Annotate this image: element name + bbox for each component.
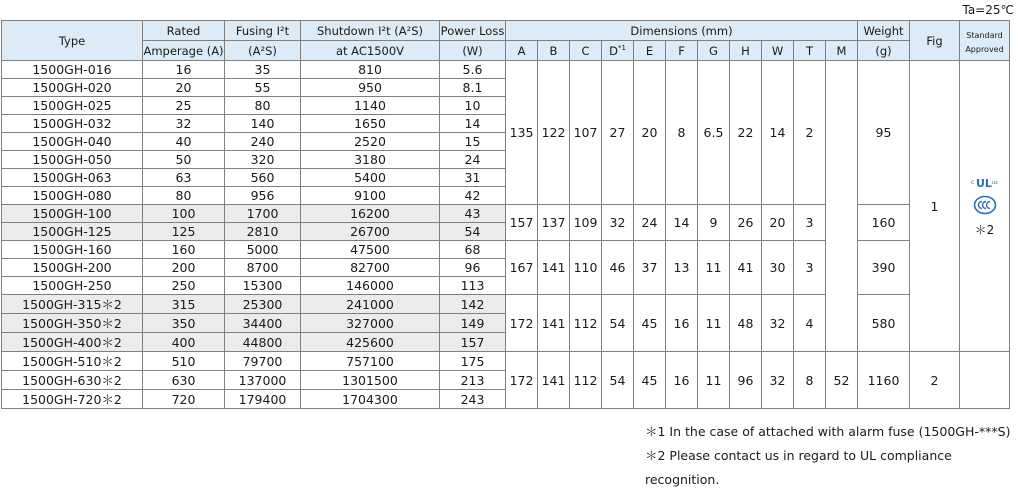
dim-e-cell: 24 (634, 205, 666, 241)
dim-g-cell: 11 (698, 241, 730, 295)
dim-g-cell: 11 (698, 352, 730, 409)
fusing-i2t-cell: 140 (225, 115, 301, 133)
weight-cell: 160 (858, 205, 910, 241)
type-cell: 1500GH-080 (2, 187, 143, 205)
rated-amperage-cell: 315 (143, 295, 225, 314)
type-cell: 1500GH-200 (2, 259, 143, 277)
dim-h-cell: 22 (730, 61, 762, 205)
dim-b-cell: 122 (538, 61, 570, 205)
rated-amperage-cell: 350 (143, 314, 225, 333)
header-weight-unit: (g) (858, 41, 910, 61)
dim-a-cell: 157 (506, 205, 538, 241)
power-loss-cell: 96 (440, 259, 506, 277)
dim-f-cell: 16 (666, 352, 698, 409)
dim-m-cell: 52 (826, 352, 858, 409)
shutdown-i2t-cell: 1650 (301, 115, 440, 133)
dim-d-cell: 54 (602, 352, 634, 409)
ambient-temperature-label: Ta=25℃ (962, 3, 1014, 17)
rated-amperage-cell: 80 (143, 187, 225, 205)
dim-h-cell: 48 (730, 295, 762, 352)
rated-amperage-cell: 720 (143, 390, 225, 409)
dim-h-cell: 26 (730, 205, 762, 241)
type-cell: 1500GH-063 (2, 169, 143, 187)
fusing-i2t-cell: 956 (225, 187, 301, 205)
dim-f-cell: 14 (666, 205, 698, 241)
power-loss-cell: 54 (440, 223, 506, 241)
shutdown-i2t-cell: 425600 (301, 333, 440, 352)
table-row (2, 352, 1010, 371)
dim-w-cell: 20 (762, 205, 794, 241)
power-loss-cell: 243 (440, 390, 506, 409)
type-cell: 1500GH-025 (2, 97, 143, 115)
shutdown-i2t-cell: 2520 (301, 133, 440, 151)
rated-amperage-cell: 400 (143, 333, 225, 352)
shutdown-i2t-cell: 1301500 (301, 371, 440, 390)
header-dim-w: W (762, 41, 794, 61)
weight-cell: 580 (858, 295, 910, 352)
header-dim-a: A (506, 41, 538, 61)
dim-d-cell: 54 (602, 295, 634, 352)
weight-cell: 1160 (858, 352, 910, 409)
fusing-i2t-cell: 5000 (225, 241, 301, 259)
header-dim-f: F (666, 41, 698, 61)
power-loss-cell: 31 (440, 169, 506, 187)
shutdown-i2t-cell: 9100 (301, 187, 440, 205)
dim-b-cell: 141 (538, 295, 570, 352)
rated-amperage-cell: 32 (143, 115, 225, 133)
power-loss-cell: 10 (440, 97, 506, 115)
dim-d-cell: 27 (602, 61, 634, 205)
fusing-i2t-cell: 320 (225, 151, 301, 169)
dim-t-cell: 3 (794, 241, 826, 295)
header-dim-g: G (698, 41, 730, 61)
fusing-i2t-cell: 35 (225, 61, 301, 79)
power-loss-cell: 43 (440, 205, 506, 223)
dim-t-cell: 4 (794, 295, 826, 352)
dim-e-cell: 37 (634, 241, 666, 295)
dim-w-cell: 32 (762, 295, 794, 352)
dim-g-cell: 9 (698, 205, 730, 241)
header-fusing: Fusing I²t (225, 21, 301, 41)
fuse-specification-table (1, 20, 1010, 409)
fig-cell: 1 (910, 61, 960, 352)
dim-h-cell: 96 (730, 352, 762, 409)
shutdown-i2t-cell: 146000 (301, 277, 440, 295)
header-dim-h: H (730, 41, 762, 61)
header-rated-unit: Amperage (A) (143, 41, 225, 61)
fusing-i2t-cell: 560 (225, 169, 301, 187)
shutdown-i2t-cell: 950 (301, 79, 440, 97)
header-fusing-unit: (A²S) (225, 41, 301, 61)
dim-g-cell: 6.5 (698, 61, 730, 205)
rated-amperage-cell: 25 (143, 97, 225, 115)
dim-c-cell: 112 (570, 295, 602, 352)
header-dim-t: T (794, 41, 826, 61)
fusing-i2t-cell: 55 (225, 79, 301, 97)
type-cell: 1500GH-020 (2, 79, 143, 97)
shutdown-i2t-cell: 47500 (301, 241, 440, 259)
shutdown-i2t-cell: 1140 (301, 97, 440, 115)
type-cell: 1500GH-400＊2 (2, 333, 143, 352)
shutdown-i2t-cell: 1704300 (301, 390, 440, 409)
rated-amperage-cell: 50 (143, 151, 225, 169)
shutdown-i2t-cell: 82700 (301, 259, 440, 277)
type-cell: 1500GH-315＊2 (2, 295, 143, 314)
type-cell: 1500GH-032 (2, 115, 143, 133)
header-rated: Rated (143, 21, 225, 41)
power-loss-cell: 24 (440, 151, 506, 169)
dim-e-cell: 45 (634, 352, 666, 409)
dim-a-cell: 172 (506, 295, 538, 352)
fig-cell: 2 (910, 352, 960, 409)
fusing-i2t-cell: 137000 (225, 371, 301, 390)
footnote-2: ＊2 Please contact us in regard to UL compliance recognition. (645, 448, 952, 487)
header-power-loss-unit: (W) (440, 41, 506, 61)
shutdown-i2t-cell: 241000 (301, 295, 440, 314)
fusing-i2t-cell: 179400 (225, 390, 301, 409)
dim-e-cell: 45 (634, 295, 666, 352)
power-loss-cell: 157 (440, 333, 506, 352)
dim-w-cell: 32 (762, 352, 794, 409)
type-cell: 1500GH-125 (2, 223, 143, 241)
type-cell: 1500GH-040 (2, 133, 143, 151)
dim-e-cell: 20 (634, 61, 666, 205)
rated-amperage-cell: 160 (143, 241, 225, 259)
dim-t-cell: 8 (794, 352, 826, 409)
table-row (2, 61, 1010, 79)
header-weight: Weight (858, 21, 910, 41)
header-dim-e: E (634, 41, 666, 61)
table-row (2, 295, 1010, 314)
dim-c-cell: 109 (570, 205, 602, 241)
header-shutdown-condition: at AC1500V (301, 41, 440, 61)
rated-amperage-cell: 40 (143, 133, 225, 151)
type-cell: 1500GH-100 (2, 205, 143, 223)
rated-amperage-cell: 16 (143, 61, 225, 79)
dim-f-cell: 16 (666, 295, 698, 352)
header-dimensions: Dimensions (mm) (506, 21, 858, 41)
shutdown-i2t-cell: 810 (301, 61, 440, 79)
header-dim-b: B (538, 41, 570, 61)
svg-text:us: us (991, 179, 998, 186)
fusing-i2t-cell: 25300 (225, 295, 301, 314)
power-loss-cell: 149 (440, 314, 506, 333)
dim-a-cell: 135 (506, 61, 538, 205)
type-cell: 1500GH-350＊2 (2, 314, 143, 333)
ul-note-mark: ＊2 (974, 222, 995, 237)
header-dim-c: C (570, 41, 602, 61)
power-loss-cell: 42 (440, 187, 506, 205)
rated-amperage-cell: 630 (143, 371, 225, 390)
rated-amperage-cell: 125 (143, 223, 225, 241)
dim-f-cell: 13 (666, 241, 698, 295)
rated-amperage-cell: 20 (143, 79, 225, 97)
dim-d-cell: 46 (602, 241, 634, 295)
dim-a-cell: 172 (506, 352, 538, 409)
header-dim-d: $D^{*1}$ (602, 41, 634, 61)
power-loss-cell: 8.1 (440, 79, 506, 97)
power-loss-cell: 113 (440, 277, 506, 295)
rated-amperage-cell: 200 (143, 259, 225, 277)
type-cell: 1500GH-160 (2, 241, 143, 259)
dim-t-cell: 3 (794, 205, 826, 241)
power-loss-cell: 68 (440, 241, 506, 259)
type-cell: 1500GH-016 (2, 61, 143, 79)
header-type: Type (2, 21, 143, 61)
table-row (2, 241, 1010, 259)
power-loss-cell: 14 (440, 115, 506, 133)
dim-c-cell: 107 (570, 61, 602, 205)
rated-amperage-cell: 63 (143, 169, 225, 187)
power-loss-cell: 175 (440, 352, 506, 371)
footnotes (645, 420, 1018, 492)
power-loss-cell: 142 (440, 295, 506, 314)
dim-c-cell: 110 (570, 241, 602, 295)
weight-cell: 95 (858, 61, 910, 205)
power-loss-cell: 213 (440, 371, 506, 390)
dim-t-cell: 2 (794, 61, 826, 205)
dim-g-cell: 11 (698, 295, 730, 352)
table-row (2, 205, 1010, 223)
svg-text:c: c (970, 178, 974, 186)
standard-approved-cell (960, 352, 1010, 409)
weight-cell: 390 (858, 241, 910, 295)
rated-amperage-cell: 510 (143, 352, 225, 371)
shutdown-i2t-cell: 26700 (301, 223, 440, 241)
dim-c-cell: 112 (570, 352, 602, 409)
type-cell: 1500GH-250 (2, 277, 143, 295)
ccc-certification-icon (973, 195, 997, 215)
header-standard-approved: Standard Approved (960, 21, 1010, 61)
fusing-i2t-cell: 15300 (225, 277, 301, 295)
power-loss-cell: 5.6 (440, 61, 506, 79)
fusing-i2t-cell: 8700 (225, 259, 301, 277)
fusing-i2t-cell: 240 (225, 133, 301, 151)
fusing-i2t-cell: 80 (225, 97, 301, 115)
fusing-i2t-cell: 1700 (225, 205, 301, 223)
rated-amperage-cell: 250 (143, 277, 225, 295)
shutdown-i2t-cell: 16200 (301, 205, 440, 223)
dim-b-cell: 141 (538, 352, 570, 409)
type-cell: 1500GH-720＊2 (2, 390, 143, 409)
fusing-i2t-cell: 44800 (225, 333, 301, 352)
shutdown-i2t-cell: 757100 (301, 352, 440, 371)
type-cell: 1500GH-050 (2, 151, 143, 169)
dim-m-cell (826, 61, 858, 352)
standard-approved-cell (960, 61, 1010, 352)
dim-a-cell: 167 (506, 241, 538, 295)
header-fig: Fig (910, 21, 960, 61)
dim-b-cell: 137 (538, 205, 570, 241)
shutdown-i2t-cell: 3180 (301, 151, 440, 169)
shutdown-i2t-cell: 5400 (301, 169, 440, 187)
fusing-i2t-cell: 2810 (225, 223, 301, 241)
dim-w-cell: 30 (762, 241, 794, 295)
header-shutdown: Shutdown I²t (A²S) (301, 21, 440, 41)
header-dim-m: M (826, 41, 858, 61)
dim-h-cell: 41 (730, 241, 762, 295)
type-cell: 1500GH-510＊2 (2, 352, 143, 371)
type-cell: 1500GH-630＊2 (2, 371, 143, 390)
footnote-1: ＊1 In the case of attached with alarm fuse (1500GH-***S) (645, 424, 1011, 439)
dim-w-cell: 14 (762, 61, 794, 205)
power-loss-cell: 15 (440, 133, 506, 151)
header-power-loss: Power Loss (440, 21, 506, 41)
fusing-i2t-cell: 34400 (225, 314, 301, 333)
dim-f-cell: 8 (666, 61, 698, 205)
rated-amperage-cell: 100 (143, 205, 225, 223)
dim-b-cell: 141 (538, 241, 570, 295)
fusing-i2t-cell: 79700 (225, 352, 301, 371)
shutdown-i2t-cell: 327000 (301, 314, 440, 333)
cul-us-mark-icon (971, 175, 999, 189)
dim-d-cell: 32 (602, 205, 634, 241)
svg-text:UL: UL (975, 176, 992, 189)
